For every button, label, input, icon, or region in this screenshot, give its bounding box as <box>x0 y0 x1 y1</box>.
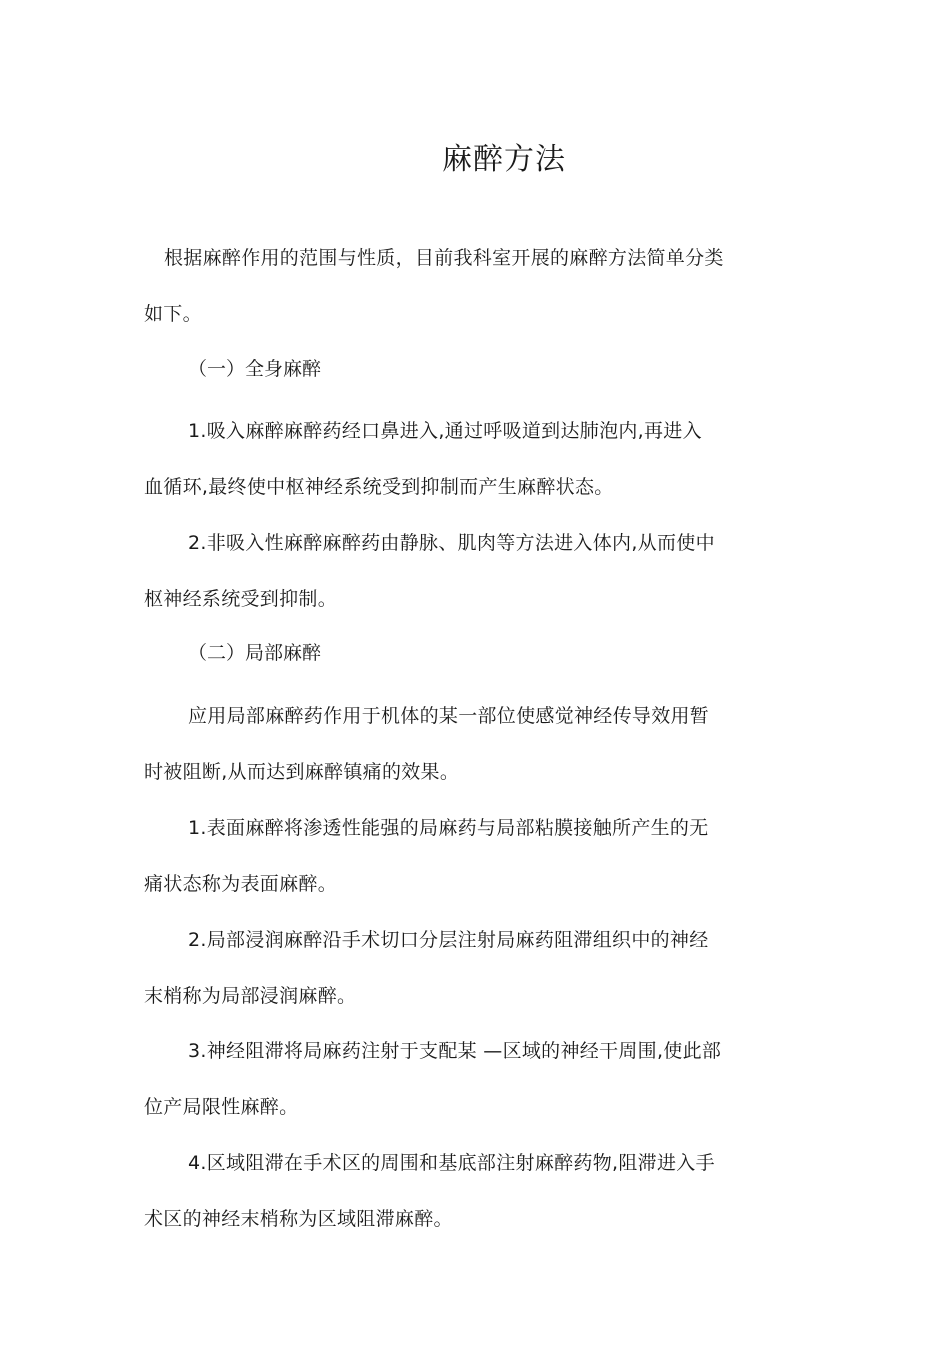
intro-line-1: 根据麻醉作用的范围与性质，目前我科室开展的麻醉方法简单分类 <box>164 247 724 269</box>
field-block-line-2: 术区的神经末梢称为区域阻滞麻醉。 <box>144 1208 453 1230</box>
surface-line-2: 痛状态称为表面麻醉。 <box>144 873 338 895</box>
field-block-line-1: 4.区域阻滞在手术区的周围和基底部注射麻醉药物,阻滞进入手 <box>188 1152 715 1174</box>
local-desc-line-2: 时被阻断,从而达到麻醉镇痛的效果。 <box>144 761 460 783</box>
local-desc-line-1: 应用局部麻醉药作用于机体的某一部位使感觉神经传导效用暂 <box>188 705 710 727</box>
intro-paragraph <box>144 230 784 342</box>
surface-line-1: 1.表面麻醉将渗透性能强的局麻药与局部粘膜接触所产生的无 <box>188 817 709 839</box>
section-heading-local-anesthesia: （二）局部麻醉 <box>188 642 322 664</box>
infiltration-line-1: 2.局部浸润麻醉沿手术切口分层注射局麻药阻滞组织中的神经 <box>188 929 709 951</box>
paragraph-local-anesthesia-desc <box>144 688 784 800</box>
document-title: 麻醉方法 <box>442 142 566 177</box>
paragraph-infiltration-anesthesia <box>144 912 784 1024</box>
nerve-block-line-1: 3.神经阻滞将局麻药注射于支配某 —区域的神经干周围,使此部 <box>188 1040 722 1062</box>
paragraph-surface-anesthesia <box>144 800 784 912</box>
non-inhalation-line-2: 枢神经系统受到抑制。 <box>144 588 338 610</box>
intro-line-2: 如下。 <box>144 303 202 325</box>
paragraph-non-inhalation-anesthesia <box>144 515 784 627</box>
section-heading-general-anesthesia: （一）全身麻醉 <box>188 358 322 380</box>
paragraph-field-block <box>144 1135 784 1247</box>
infiltration-line-2: 末梢称为局部浸润麻醉。 <box>144 985 357 1007</box>
paragraph-nerve-block <box>144 1023 784 1135</box>
inhalation-line-2: 血循环,最终使中枢神经系统受到抑制而产生麻醉状态。 <box>144 476 614 498</box>
inhalation-line-1: 1.吸入麻醉麻醉药经口鼻进入,通过呼吸道到达肺泡内,再进入 <box>188 420 702 442</box>
non-inhalation-line-1: 2.非吸入性麻醉麻醉药由静脉、肌肉等方法进入体内,从而使中 <box>188 532 715 554</box>
paragraph-inhalation-anesthesia <box>144 403 784 515</box>
nerve-block-line-2: 位产局限性麻醉。 <box>144 1096 299 1118</box>
